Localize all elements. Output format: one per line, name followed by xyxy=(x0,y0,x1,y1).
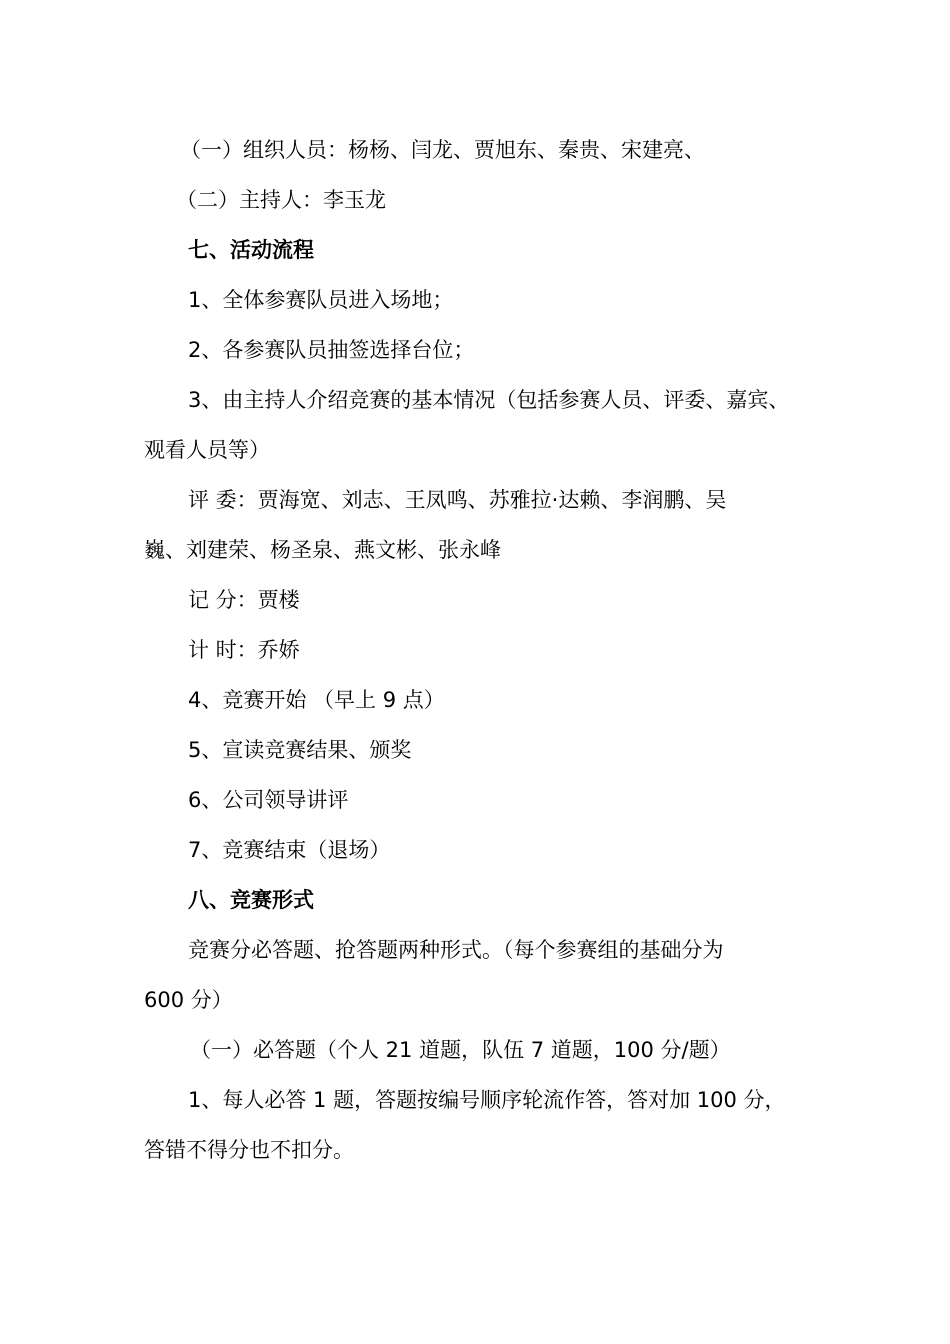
host-line: （二）主持人：李玉龙 xyxy=(176,188,386,212)
section-8-heading: 八、竞赛形式 xyxy=(188,888,314,912)
scorer-line: 记 分：贾楼 xyxy=(188,588,300,612)
timer-line: 计 时：乔娇 xyxy=(188,638,300,662)
format-paragraph: 竞赛分必答题、抢答题两种形式。（每个参赛组的基础分为 xyxy=(188,938,724,962)
process-step-2: 2、各参赛队员抽签选择台位； xyxy=(188,338,475,362)
process-step-6: 6、公司领导讲评 xyxy=(188,788,349,812)
format-paragraph-continued: 600 分） xyxy=(144,988,233,1012)
required-questions-heading: （一）必答题（个人 21 道题，队伍 7 道题，100 分/题） xyxy=(190,1038,731,1062)
process-step-3-continued: 观看人员等） xyxy=(144,438,270,462)
required-rule-1-continued: 答错不得分也不扣分。 xyxy=(144,1138,354,1162)
process-step-3: 3、由主持人介绍竞赛的基本情况（包括参赛人员、评委、嘉宾、 xyxy=(188,388,790,412)
organizers-line: （一）组织人员：杨杨、闫龙、贾旭东、秦贵、宋建亮、 xyxy=(180,138,705,162)
process-step-7: 7、竞赛结束（退场） xyxy=(188,838,391,862)
process-step-1: 1、全体参赛队员进入场地； xyxy=(188,288,454,312)
judges-line-continued: 巍、刘建荣、杨圣泉、燕文彬、张永峰 xyxy=(144,538,501,562)
required-rule-1: 1、每人必答 1 题，答题按编号顺序轮流作答，答对加 100 分， xyxy=(188,1088,786,1112)
process-step-4: 4、竞赛开始 （早上 9 点） xyxy=(188,688,445,712)
process-step-5: 5、宣读竞赛结果、颁奖 xyxy=(188,738,412,762)
judges-line: 评 委：贾海宽、刘志、王凤鸣、苏雅拉·达赖、李润鹏、吴 xyxy=(188,488,727,512)
section-7-heading: 七、活动流程 xyxy=(188,238,314,262)
